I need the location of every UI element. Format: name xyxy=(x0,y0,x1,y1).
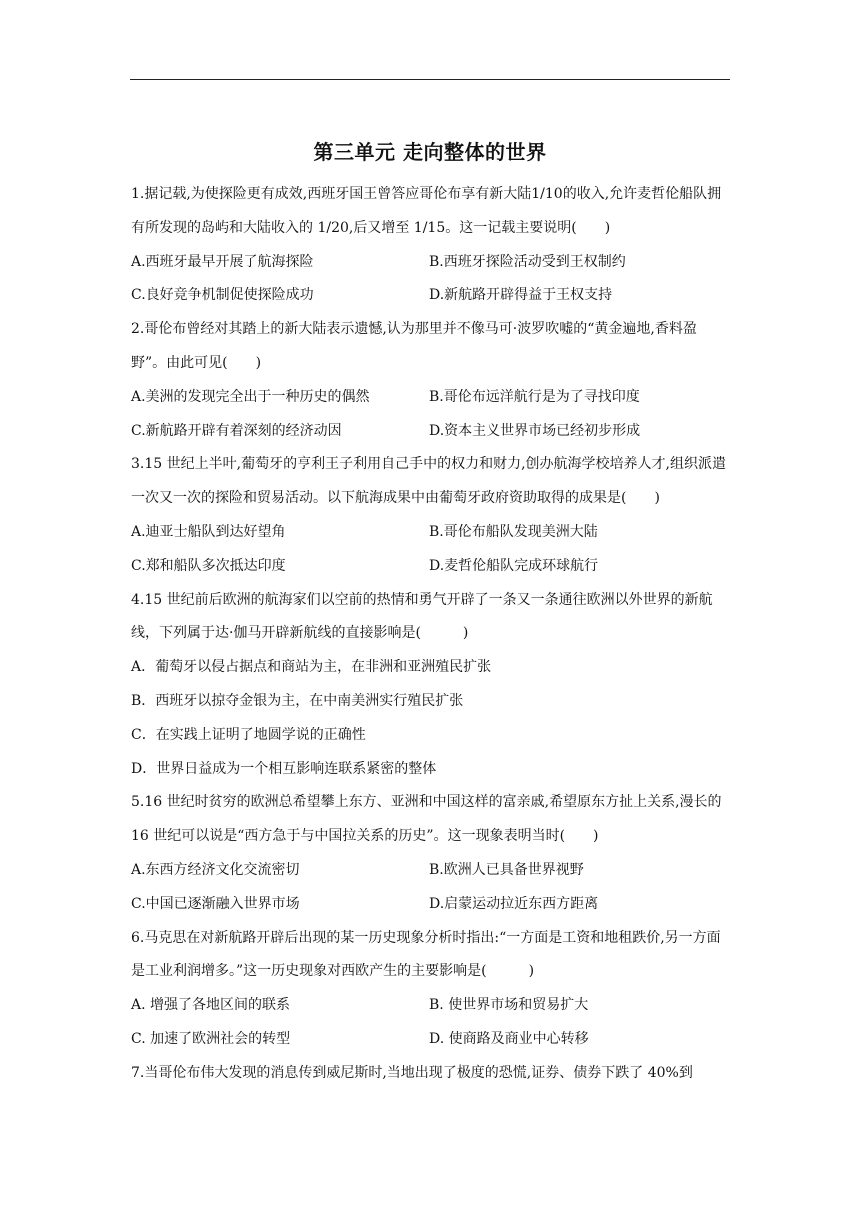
options-grid xyxy=(131,854,731,922)
question-5 xyxy=(131,786,731,921)
header-rule xyxy=(130,79,730,80)
option-d: D.启蒙运动拉近东西方距离 xyxy=(429,895,599,912)
question-7 xyxy=(131,1057,731,1091)
question-stem: 6.马克思在对新航路开辟后出现的某一历史现象分析时指出:“一方面是工资和地租跌价,另一方面是工业利润增多。”这一历史现象对西欧产生的主要影响是( ) xyxy=(131,929,721,980)
option-a: A.西班牙最早开展了航海探险 xyxy=(131,253,314,270)
question-stem: 4.15 世纪前后欧洲的航海家们以空前的热情和勇气开辟了一条又一条通往欧洲以外世界的新航线，下列属于达·伽马开辟新航线的直接影响是( ) xyxy=(131,591,713,642)
question-list xyxy=(131,178,731,1091)
option-b: B.欧洲人已具备世界视野 xyxy=(429,861,584,878)
option-c: C.良好竞争机制促使探险成功 xyxy=(131,287,314,304)
option-d: D．世界日益成为一个相互影响连联系紧密的整体 xyxy=(131,760,437,777)
question-stem: 1.据记载,为使探险更有成效,西班牙国王曾答应哥伦布享有新大陆1/10的收入,允许麦哲伦船队拥有所发现的岛屿和大陆收入的 1/20,后又增至 1/15。这一记载主要说明( ) xyxy=(131,186,722,236)
option-c: C. 加速了欧洲社会的转型 xyxy=(131,1030,291,1047)
page-title: 第三单元 走向整体的世界 xyxy=(313,140,547,164)
option-c: C．在实践上证明了地圆学说的正确性 xyxy=(131,726,366,743)
option-a: A.东西方经济文化交流密切 xyxy=(131,861,300,878)
option-a: A.迪亚士船队到达好望角 xyxy=(131,523,286,540)
option-b: B.哥伦布远洋航行是为了寻找印度 xyxy=(429,388,640,405)
option-a: A. 增强了各地区间的联系 xyxy=(131,997,291,1014)
option-d: D. 使商路及商业中心转移 xyxy=(429,1030,589,1047)
question-stem: 7.当哥伦布伟大发现的消息传到威尼斯时,当地出现了极度的恐慌,证券、债券下跌了 40%到 xyxy=(131,1064,693,1081)
question-stem: 2.哥伦布曾经对其踏上的新大陆表示遗憾,认为那里并不像马可·波罗吹嘘的“黄金遍地,香料盈野”。由此可见( ) xyxy=(131,321,697,371)
options-grid xyxy=(131,989,731,1057)
option-d: D.资本主义世界市场已经初步形成 xyxy=(429,422,641,439)
question-4 xyxy=(131,584,731,787)
question-2 xyxy=(131,313,731,448)
option-a: A．葡萄牙以侵占据点和商站为主，在非洲和亚洲殖民扩张 xyxy=(131,659,492,676)
option-c: C.郑和船队多次抵达印度 xyxy=(131,557,286,574)
question-1 xyxy=(131,178,731,313)
option-c: C.新航路开辟有着深刻的经济动因 xyxy=(131,422,342,439)
question-6 xyxy=(131,922,731,1057)
options-grid xyxy=(131,516,731,584)
option-d: D.新航路开辟得益于王权支持 xyxy=(429,287,613,304)
option-b: B.西班牙探险活动受到王权制约 xyxy=(429,253,626,270)
option-d: D.麦哲伦船队完成环球航行 xyxy=(429,557,599,574)
option-b: B．西班牙以掠夺金银为主，在中南美洲实行殖民扩张 xyxy=(131,692,464,709)
option-b: B.哥伦布船队发现美洲大陆 xyxy=(429,523,598,540)
option-c: C.中国已逐渐融入世界市场 xyxy=(131,895,300,912)
question-stem: 5.16 世纪时贫穷的欧洲总希望攀上东方、亚洲和中国这样的富亲戚,希望原东方扯上关系,漫长的 16 世纪可以说是“西方急于与中国拉关系的历史”。这一现象表明当时( ) xyxy=(131,794,722,845)
option-a: A.美洲的发现完全出于一种历史的偶然 xyxy=(131,388,370,405)
question-stem: 3.15 世纪上半叶,葡萄牙的亨利王子利用自己手中的权力和财力,创办航海学校培养人才,组织派遣一次又一次的探险和贸易活动。以下航海成果中由葡萄牙政府资助取得的成果是( ) xyxy=(131,456,726,507)
options-grid xyxy=(131,246,731,314)
option-b: B. 使世界市场和贸易扩大 xyxy=(429,997,589,1014)
question-3 xyxy=(131,448,731,583)
options-grid xyxy=(131,381,731,449)
